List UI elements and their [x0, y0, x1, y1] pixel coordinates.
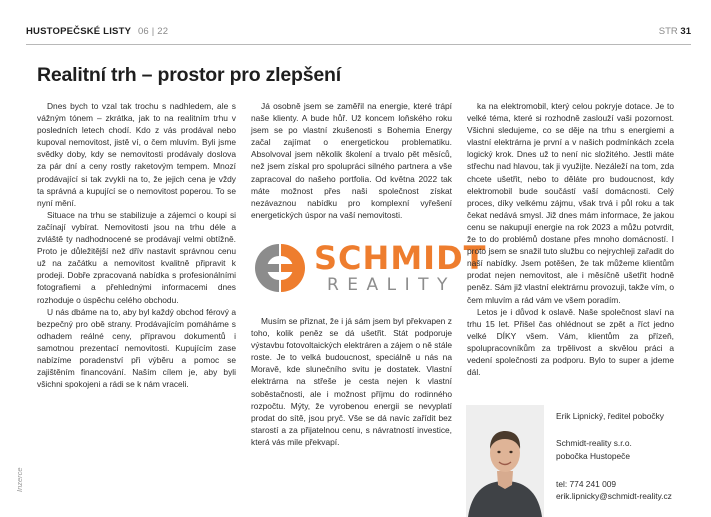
portrait-image [466, 405, 544, 517]
column-2-continued [251, 315, 452, 448]
advertisement-label: Inzerce [15, 467, 24, 492]
logo-mark-icon [251, 240, 307, 296]
paragraph: Musím se přiznat, že i já sám jsem byl překvapen z toho, kolik peněz se dá ušetřit. Stát podporuje výstavbu fotovoltaických elektráren a zájem o ně stále roste. Je to velká budoucnost, speciálně u nás na Moravě, kde slunečního svitu je dostatek. Vlastní elektrárna na střeše je cesta nejen k vlastní soběstačnosti, ale i možnost příjmu do rodinného rozpočtu. Mýty, že vyrobenou energii se nevyplatí prodat do sítě, jsou pryč. Vše se dá navíc zařídit bez starostí a za přijatelnou cenu, s návratností investice, která vás mile překvapí. [251, 316, 452, 447]
issue-number: 06 | 22 [137, 26, 169, 37]
page-number: 31 [680, 26, 691, 37]
signature-phone: tel: 774 241 009 [556, 479, 617, 489]
logo-sub-text: REALITY [327, 275, 456, 295]
column-3 [467, 100, 674, 378]
header-divider [26, 44, 691, 45]
paragraph: Já osobně jsem se zaměřil na energie, které trápí naše klienty. A bude hůř. Už koncem loňského roku jsem se po vlastní zkušenosti s Bohemia Energy začal zajímat o energetickou problematiku. Absolvoval jsem několik školení a trvalo pět měsíců, než jsem získal pro spolupráci silného partnera a vše zapracoval do našeho portfolia. Od května 2022 tak máte možnost přes naši společnost získat nezávaznou nabídku pro komplexní vyřešení energetických úspor na vaší nemovitosti. [251, 101, 452, 220]
signature-email[interactable]: erik.lipnicky@schmidt-reality.cz [556, 491, 672, 501]
paragraph: ka na elektromobil, který celou pokryje dotace. Je to velké téma, které si rozhodně zaslouží vaši pozornost. Všichni sledujeme, co se děje na trhu s energiemi a vlastní elektrárna je první a v našich podmínkách zcela logický krok. Dnes už to není nic složitého. Jestli máte střechu nad hlavou, tak ji využijte. Nezáleží na tom, zda chcete ušetřit, nebo to děláte pro budoucnost, kdy elektromobil bude součástí vaší domácnosti. Celý proces, díky velkému zájmu, však trvá i půl roku a tak čekat nedává smysl. Již dnes mám informace, že jakou cenu se nakupují energie na rok 2023 a můžu potvrdit, že to do problémů dostane přes mnoho domácností. I proto jsem se snažil tuto službu co nejrychleji zařadit do naší nabídky. Jsem potěšen, že tak můžeme klientům prodat nejen nemovitost, ale i měsíčně ušetřit hodně peněz. Sám již vlastní elektrárnu provozuji, takže vím, o čem mluvím a rád vám ve všem poradím. [467, 101, 674, 305]
paragraph: Situace na trhu se stabilizuje a zájemci o koupi si začínají vybírat. Nemovitosti jsou na trhu déle a zvláště ty nadhodnocené se prodávají velmi obtížně. Proto je důležitější než dřív nastavit správnou cenu už na začátku a nemovitost kvalitně připravit k prodeji. Dobře zpracovaná nabídka s profesionálními fotografiemi a přehlednými informacemi dnes rozhoduje o úspěchu celého obchodu. [37, 209, 236, 305]
schmidt-reality-logo [251, 239, 487, 295]
publication-name: HUSTOPEČSKÉ LISTY [26, 26, 132, 37]
paragraph: Dnes bych to vzal tak trochu s nadhledem, ale s vážným tónem – zkrátka, jak to na realitním trhu v posledních letech chodí. Kdo z vás prodával nebo kupoval nemovitost, jistě ví, o čem mluvím. Byli jsme svědky doby, kdy se nemovitosti prodávaly doslova za pár dní a ceny rostly raketovým tempem. Mnozí prodávající si tak zvykli na to, že jejich cena je vždy ta správná a kupující se o nemovitost poperou. To se nyní mění. [37, 101, 236, 208]
article-title: Realitní trh – prostor pro zlepšení [37, 64, 341, 86]
signature-name: Erik Lipnický, ředitel pobočky [556, 411, 664, 421]
column-1 [37, 100, 236, 390]
paragraph: Letos je i důvod k oslavě. Naše společnost slaví na trhu 15 let. Přišel čas ohlédnout se zpět a říct jedno velké DÍKY všem. Vám, klientům za přízeň, spolupracovníkům za trpělivost a skvělou práci a vedení společnosti za podporu. Bylo to super a jdeme dál. [467, 306, 674, 378]
logo-brand-text: SCHMIDT [314, 239, 487, 277]
signature-company: Schmidt-reality s.r.o. [556, 438, 632, 448]
page-indicator [659, 26, 691, 37]
paragraph: U nás dbáme na to, aby byl každý obchod férový a bezpečný pro obě strany. Prodávajícím pomáháme s odhadem reálné ceny, přípravou dokumentů i samotnou prezentací nemovitosti. Kupujícím zase nabízíme poradenství při výběru a pomoc se zajištěním financování. Naším cílem je, aby byli všichni spokojeni a rádi se k nám vraceli. [37, 306, 236, 390]
page-header [0, 0, 711, 46]
page-label: STR [658, 26, 678, 37]
signature-branch: pobočka Hustopeče [556, 451, 631, 461]
publication-label [26, 26, 168, 37]
author-photo [466, 405, 544, 517]
column-2 [251, 100, 452, 221]
